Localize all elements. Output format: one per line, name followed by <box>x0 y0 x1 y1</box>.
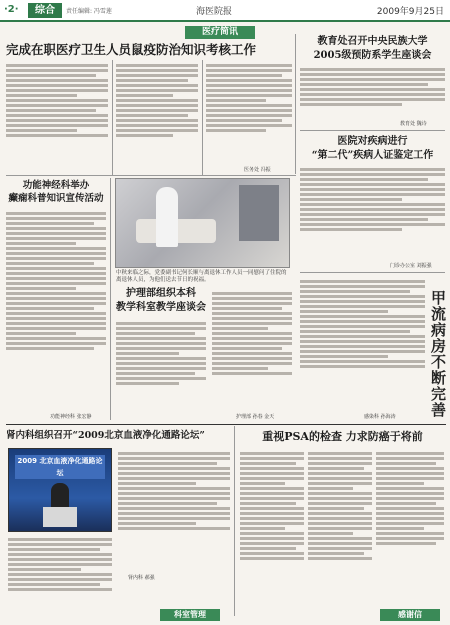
byline-flu-ward: 感染科 孙海涛 <box>364 414 396 420</box>
headline-identify-2: “第二代”疾病人证鉴定工作 <box>311 150 434 161</box>
article-body-nursing-col1 <box>116 320 206 412</box>
article-body-exam-col3 <box>206 62 292 162</box>
column-rule <box>110 178 111 420</box>
photo-caption: 中秋来临之际，党委副书记何长顺与离退休工作人员一同慰问了住院的离退休人员，为他们送去节日的祝福。 <box>116 270 287 283</box>
issue-date: 2009年9月25日 <box>376 7 444 17</box>
article-body-nursing-col2 <box>212 290 292 415</box>
article-body-exam-col2 <box>116 62 198 172</box>
headline-nursing-2: 教学科室教学座谈会 <box>116 302 206 313</box>
banner-department-management: 科室管理 <box>160 609 220 621</box>
photo-forum-stage <box>8 448 112 532</box>
photo-forum-podium <box>43 507 77 527</box>
byline-nursing: 护理部 孙春 金天 <box>236 414 275 420</box>
byline-education: 教育处 魏诗 <box>400 121 427 127</box>
article-body-identify <box>300 166 445 266</box>
photo-equipment <box>239 185 279 241</box>
byline-identify: 门诊办公室 刘振强 <box>390 263 432 269</box>
banner-medical-briefs: 医疗简讯 <box>185 26 255 39</box>
headline-epilepsy-2: 癫痫科普知识宣传活动 <box>8 193 104 204</box>
column-rule <box>202 60 203 175</box>
article-body-education <box>300 66 445 126</box>
column-rule <box>295 34 296 174</box>
page-number: ·2· <box>4 4 19 15</box>
article-body-psa-col1 <box>240 450 304 610</box>
photo-person <box>156 187 178 247</box>
section-rule <box>300 272 445 273</box>
article-body-forum-col2 <box>118 450 230 568</box>
article-body-exam-col1 <box>6 62 108 172</box>
section-rule <box>6 424 446 425</box>
headline-forum: 肾内科组织召开“2009北京血液净化通路论坛” <box>6 430 205 441</box>
byline-forum: 肾内科 郝强 <box>128 575 155 581</box>
article-body-psa-col2 <box>308 450 372 610</box>
headline-identify-1: 医院对疾病进行 <box>337 136 408 147</box>
section-label: 综合 <box>28 3 62 18</box>
headline-flu-ward-vertical: 甲流病房不断完善 <box>429 290 447 418</box>
article-body-forum-col1 <box>8 536 112 616</box>
banner-thank-you-letter: 感谢信 <box>380 609 440 621</box>
article-body-epilepsy <box>6 210 106 410</box>
article-body-flu-ward <box>300 278 425 413</box>
article-body-psa-col3 <box>376 450 444 590</box>
headline-psa: 重视PSA的检查 力求防癌于将前 <box>262 430 423 443</box>
column-rule <box>112 60 113 175</box>
byline-epilepsy: 功能神经科 张宏静 <box>50 414 92 420</box>
section-rule <box>300 130 445 131</box>
section-rule <box>6 175 296 176</box>
editor-credit: 责任编辑: 冯雪莲 <box>66 8 112 15</box>
headline-nursing-1: 护理部组织本科 <box>126 288 196 299</box>
headline-epilepsy-1: 功能神经科举办 <box>22 180 90 191</box>
column-rule <box>234 426 235 616</box>
headline-education-2: 2005级预防系学生座谈会 <box>313 50 432 61</box>
photo-forum-screen: 2009 北京血液净化通路论坛 <box>15 455 105 479</box>
newspaper-name: 海医院报 <box>196 7 233 17</box>
photo-visit-inpatients <box>115 178 290 268</box>
headline-education-1: 教育处召开中央民族大学 <box>317 36 428 47</box>
page-header <box>0 0 450 22</box>
headline-plague-exam: 完成在职医疗卫生人员鼠疫防治知识考核工作 <box>6 42 257 57</box>
byline-exam: 医务处 冯振 <box>244 167 271 173</box>
